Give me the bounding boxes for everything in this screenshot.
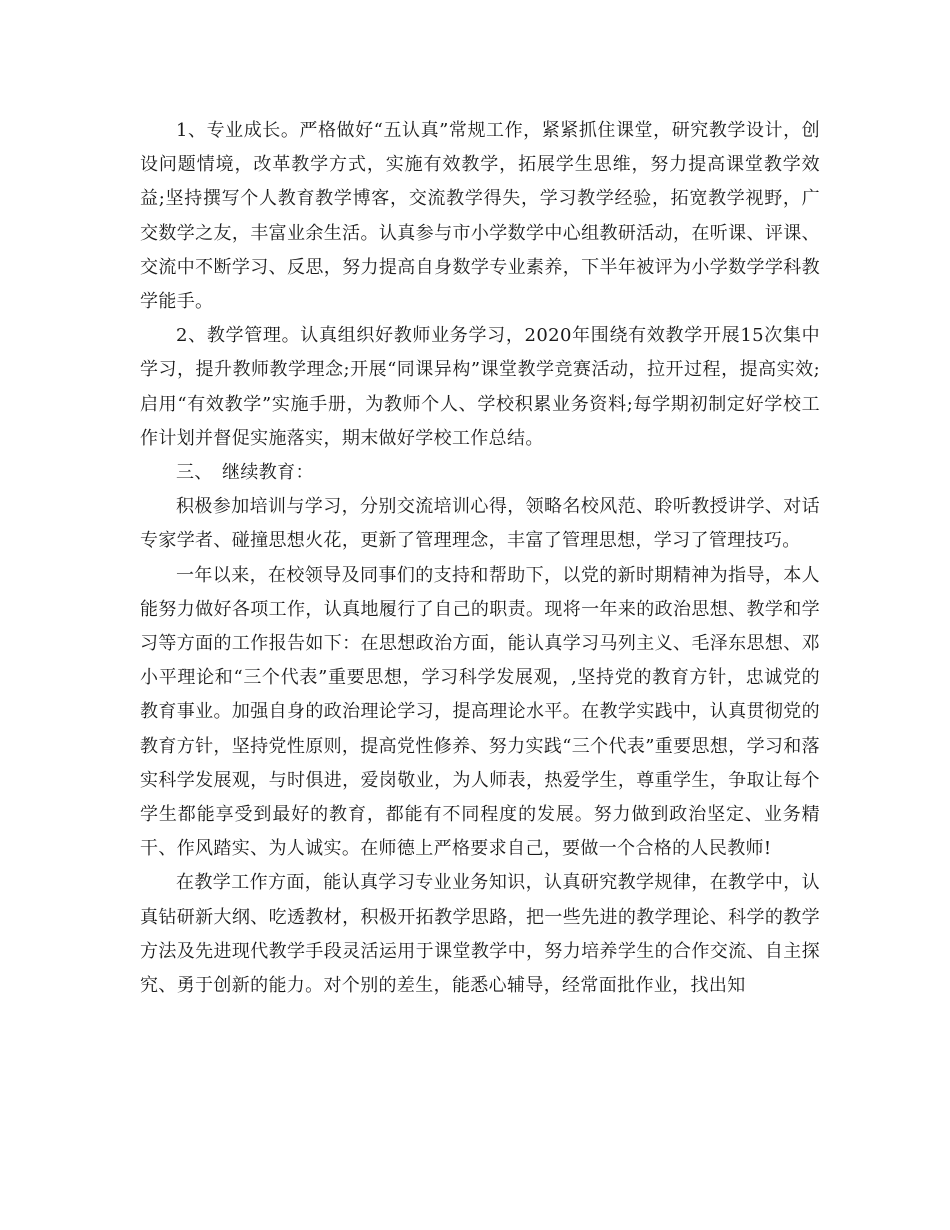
paragraph-teaching-management: 2、教学管理。认真组织好教师业务学习，2020年围绕有效教学开展15次集中学习，提升教师教学理念;开展“同课异构”课堂教学竞赛活动，拉开过程，提高实效;启用“有效教学”实施手册，为教师个人、学校积累业务资料;每学期初制定好学校工作计划并督促实施落实，期末做好学校工作总结。 — [140, 325, 820, 449]
paragraph-teaching-work: 在教学工作方面，能认真学习专业业务知识，认真研究教学规律，在教学中，认真钻研新大纲、吃透教材，积极开拓教学思路，把一些先进的教学理论、科学的教学方法及先进现代教学手段灵活运用于课堂教学中，努力培养学生的合作交流、自主探究、勇于创新的能力。对个别的差生，能悉心辅导，经常面批作业，找出知 — [140, 872, 820, 997]
paragraph-professional-growth: 1、专业成长。严格做好“五认真”常规工作，紧紧抓住课堂，研究教学设计，创设问题情境，改革教学方式，实施有效教学，拓展学生思维，努力提高课堂教学效益;坚持撰写个人教育教学博客，交流教学得失，学习教学经验，拓宽教学视野，广交数学之友，丰富业余生活。认真参与市小学数学中心组教研活动，在听课、评课、交流中不断学习、反思，努力提高自身数学专业素养，下半年被评为小学数学学科教学能手。 — [140, 120, 820, 313]
paragraph-political-thought: 一年以来，在校领导及同事们的支持和帮助下，以党的新时期精神为指导，本人能努力做好各项工作，认真地履行了自己的职责。现将一年来的政治思想、教学和学习等方面的工作报告如下：在思想政治方面，能认真学习马列主义、毛泽东思想、邓小平理论和“三个代表”重要思想，学习科学发展观，,坚持党的教育方针，忠诚党的教育事业。加强自身的政治理论学习，提高理论水平。在教学实践中，认真贯彻党的教育方针，坚持党性原则，提高党性修养、努力实践“三个代表”重要思想，学习和落实科学发展观，与时俱进，爱岗敬业，为人师表，热爱学生，尊重学生，争取让每个学生都能享受到最好的教育，都能有不同程度的发展。努力做到政治坚定、业务精干、作风踏实、为人诚实。在师德上严格要求自己，要做一个合格的人民教师! — [140, 564, 820, 860]
section-heading-continuing-education: 三、 继续教育： — [176, 462, 314, 484]
paragraph-training: 积极参加培训与学习，分别交流培训心得，领略名校风范、聆听教授讲学、对话专家学者、碰撞思想火花，更新了管理理念，丰富了管理思想，学习了管理技巧。 — [140, 496, 820, 552]
document-body — [140, 114, 820, 1003]
